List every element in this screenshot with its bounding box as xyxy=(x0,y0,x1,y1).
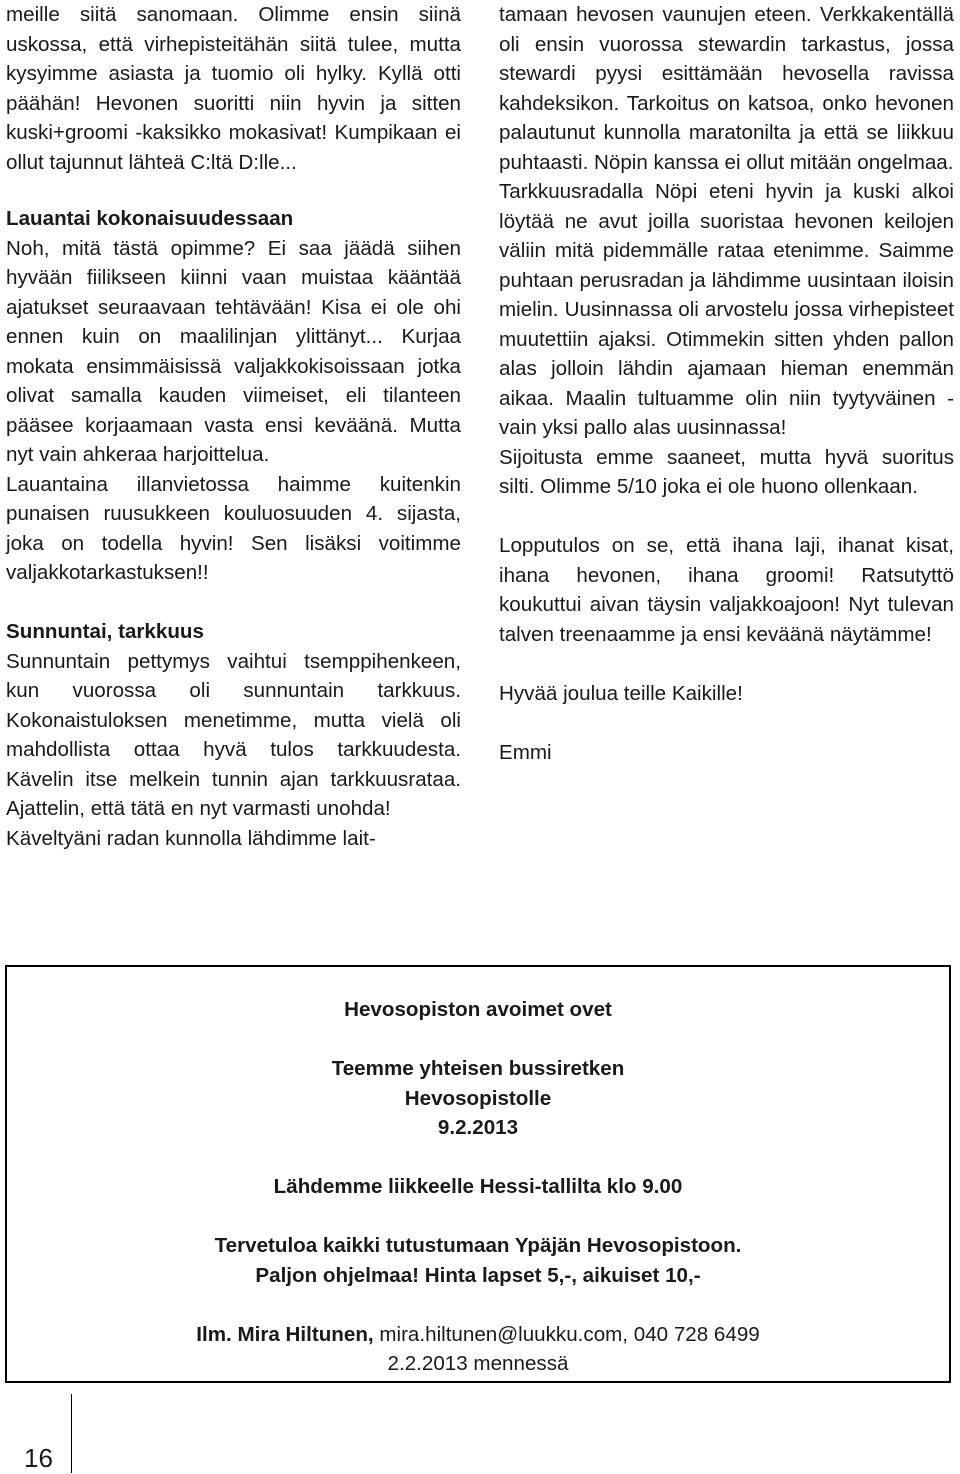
article-paragraph: tamaan hevosen vaunujen eteen. Verkkakentällä oli ensin vuorossa stewardin tarkastus, jossa stewardi pyysi esittämään hevosella ravissa kahdeksikon. Tarkoitus on katsoa, onko hevonen palautunut kunnolla maratonilta ja että se liikkuu puhtaasti. Nöpin kanssa ei ollut mitään ongelmaa. xyxy=(499,3,954,174)
open-house-notice-box xyxy=(5,965,951,1383)
article-paragraph: Sunnuntain pettymys vaihtui tsemppihenkeen, kun vuorossa oli sunnuntain tarkkuus. Kokonaistuloksen menetimme, mutta vielä oli mahdollista ottaa hyvä tulos tarkkuudesta. Kävelin itse melkein tunnin ajan tarkkuusrataa. Ajattelin, että tätä en nyt varmasti unohda! xyxy=(6,649,461,820)
notice-welcome: Tervetuloa kaikki tutustumaan Ypäjän Hevosopistoon. xyxy=(214,1234,742,1257)
page-number-divider xyxy=(71,1394,72,1473)
left-article-column xyxy=(6,0,461,853)
author-signature: Emmi xyxy=(499,740,552,764)
page-number: 16 xyxy=(24,1443,53,1473)
notice-signup xyxy=(7,1320,949,1350)
notice-date: 9.2.2013 xyxy=(437,1116,519,1139)
article-paragraph: Noh, mitä tästä opimme? Ei saa jäädä siihen hyvään fiilikseen kiinni vaan muistaa kääntää ajatukset seuraavaan tehtävään! Kisa ei ole ohi ennen kuin on maalilinjan ylittänyt... Kurjaa mokata ensimmäisissä valjakkokisoissaan jotka olivat samalla kauden viimeiset, eli tilanteen pääsee korjaamaan vasta ensi keväänä. Mutta nyt vain ahkeraa harjoittelua. xyxy=(6,236,461,466)
signup-contact: mira.hiltunen@luukku.com, 040 728 6499 xyxy=(373,1322,760,1346)
notice-departure: Lähdemme liikkeelle Hessi-tallilta klo 9.00 xyxy=(273,1175,683,1198)
article-paragraph: Lopputulos on se, että ihana laji, ihanat kisat, ihana hevonen, ihana groomi! Ratsutyttö koukuttui aivan täysin valjakkoajoon! Nyt tulevan talven treenaamme ja ensi keväänä näytämme! xyxy=(499,534,954,646)
notice-program: Paljon ohjelmaa! Hinta lapset 5,-, aikuiset 10,- xyxy=(255,1263,701,1287)
notice-trip-line: Teemme yhteisen bussiretken xyxy=(331,1057,625,1080)
article-paragraph: Sijoitusta emme saaneet, mutta hyvä suoritus silti. Olimme 5/10 joka ei ole huono ollenkaan. xyxy=(499,445,954,498)
greeting-line: Hyvää joulua teille Kaikille! xyxy=(499,681,743,705)
article-paragraph: meille siitä sanomaan. Olimme ensin siinä uskossa, että virhepisteitähän siitä tulee, mutta kysyimme asiasta ja tuomio oli hylky. Kyllä otti päähän! Hevonen suoritti niin hyvin ja sitten kuski+groomi -kaksikko mokasivat! Kumpikaan ei ollut tajunnut lähteä C:ltä D:lle... xyxy=(6,3,461,174)
right-article-column xyxy=(499,0,954,767)
article-paragraph: Lauantaina illanvietossa haimme kuitenkin punaisen ruusukkeen kouluosuuden 4. sijasta, joka on todella hyvin! Sen lisäksi voitimme valjakkotarkastuksen!! xyxy=(6,472,461,584)
notice-title: Hevosopiston avoimet ovet xyxy=(344,998,612,1021)
article-paragraph: Tarkkuusradalla Nöpi eteni hyvin ja kuski alkoi löytää ne avut joilla suoristaa hevonen keilojen väliin mitä pidemmälle rataa etenimme. Saimme puhtaan perusradan ja lähdimme uusintaan iloisin mielin. Uusinnassa oli arvostelu jossa virhepisteet muutettiin ajaksi. Otimmekin sitten yhden pallon alas jolloin lähdin ajamaan hieman enemmän aikaa. Maalin tultuamme olin niin tyytyväinen - vain yksi pallo alas uusinnassa! xyxy=(499,180,954,439)
notice-deadline: 2.2.2013 mennessä xyxy=(387,1352,569,1375)
article-paragraph: Käveltyäni radan kunnolla lähdimme lait- xyxy=(6,826,376,850)
section-heading-sunday: Sunnuntai, tarkkuus xyxy=(6,620,204,643)
notice-trip-line: Hevosopistolle xyxy=(404,1086,552,1110)
section-heading-saturday: Lauantai kokonaisuudessaan xyxy=(6,207,294,230)
signup-name: Ilm. Mira Hiltunen, xyxy=(196,1322,374,1346)
